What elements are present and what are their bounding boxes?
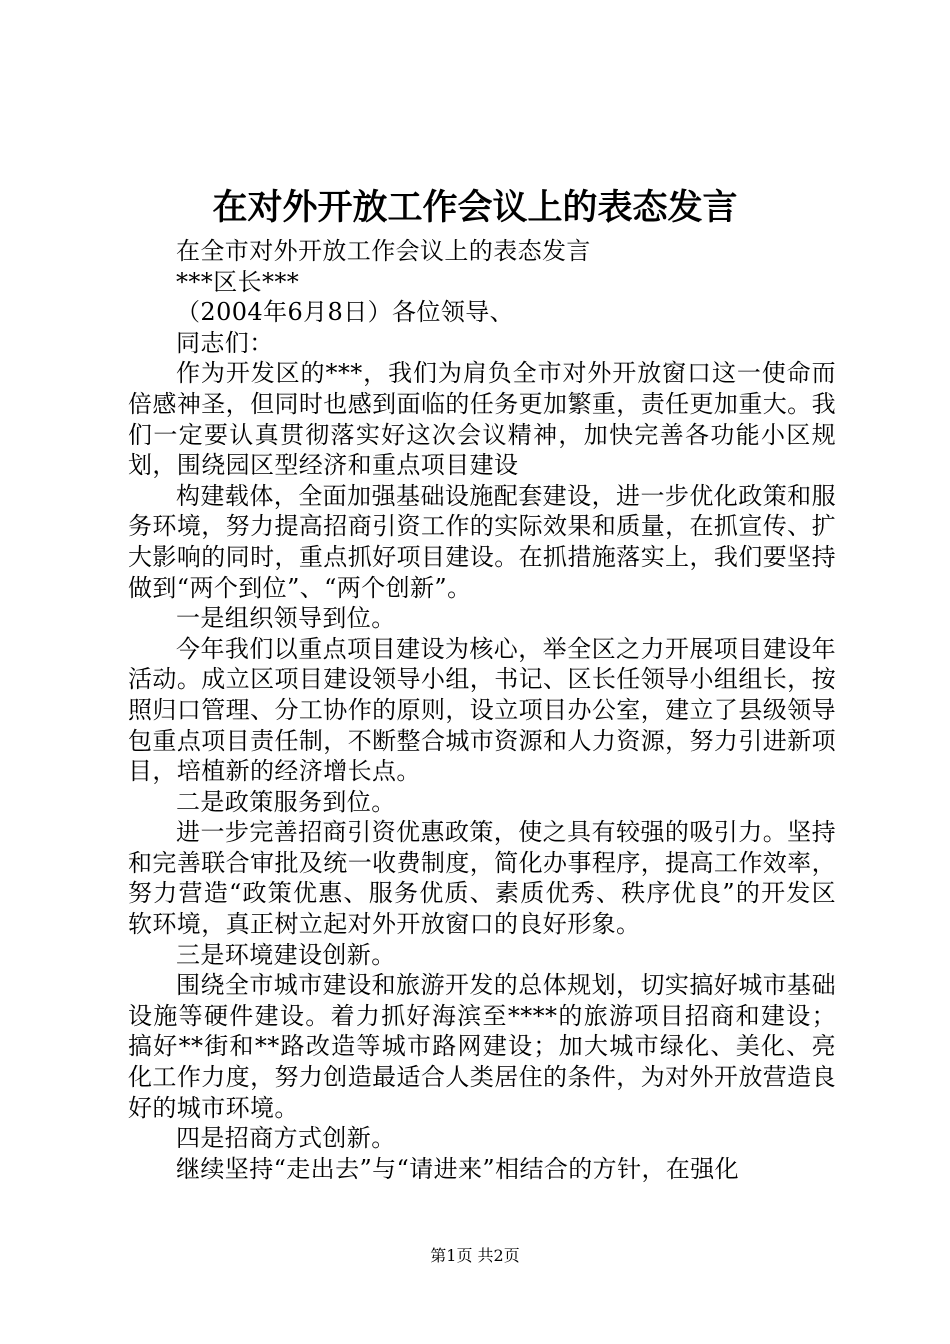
paragraph: 继续坚持“走出去”与“请进来”相结合的方针，在强化	[176, 1154, 740, 1183]
section-heading: 二是政策服务到位。	[176, 787, 396, 816]
section-heading: 三是环境建设创新。	[176, 940, 396, 969]
paragraph: 进一步完善招商引资优惠政策，使之具有较强的吸引力。坚持和完善联合审批及统一收费制度，简化办事程序，提高工作效率，努力营造“政策优惠、服务优质、素质优秀、秩序优良”的开发区软环境，真正树立起对外开放窗口的良好形象。	[128, 818, 836, 939]
paragraph-subtitle: 在全市对外开放工作会议上的表态发言	[176, 237, 591, 265]
paragraph: 围绕全市城市建设和旅游开发的总体规划，切实搞好城市基础设施等硬件建设。着力抓好海滨至****的旅游项目招商和建设；搞好**街和**路改造等城市路网建设；加大城市绿化、美化、亮化工作力度，努力创造最适合人类居住的条件，为对外开放营造良好的城市环境。	[128, 971, 836, 1122]
document-title: 在对外开放工作会议上的表态发言	[212, 187, 738, 228]
page-footer: 第1页 共2页	[430, 1246, 520, 1265]
section-heading: 一是组织领导到位。	[176, 604, 396, 633]
document-body	[128, 236, 836, 1184]
paragraph-speaker: ***区长***	[176, 267, 300, 296]
paragraph-greeting: 同志们：	[176, 328, 274, 357]
section-heading: 四是招商方式创新。	[176, 1124, 396, 1153]
paragraph: 今年我们以重点项目建设为核心，举全区之力开展项目建设年活动。成立区项目建设领导小组，书记、区长任领导小组组长，按照归口管理、分工协作的原则，设立项目办公室，建立了县级领导包重点项目责任制，不断整合城市资源和人力资源，努力引进新项目，培植新的经济增长点。	[128, 634, 836, 786]
paragraph: 构建载体，全面加强基础设施配套建设，进一步优化政策和服务环境，努力提高招商引资工作的实际效果和质量，在抓宣传、扩大影响的同时，重点抓好项目建设。在抓措施落实上，我们要坚持做到“两个到位”、“两个创新”。	[128, 481, 836, 602]
paragraph: 作为开发区的***，我们为肩负全市对外开放窗口这一使命而倍感神圣，但同时也感到面临的任务更加繁重，责任更加重大。我们一定要认真贯彻落实好这次会议精神，加快完善各功能小区规划，围绕园区型经济和重点项目建设	[128, 359, 836, 480]
paragraph-date-greeting: （2004年6月8日）各位领导、	[176, 298, 515, 327]
